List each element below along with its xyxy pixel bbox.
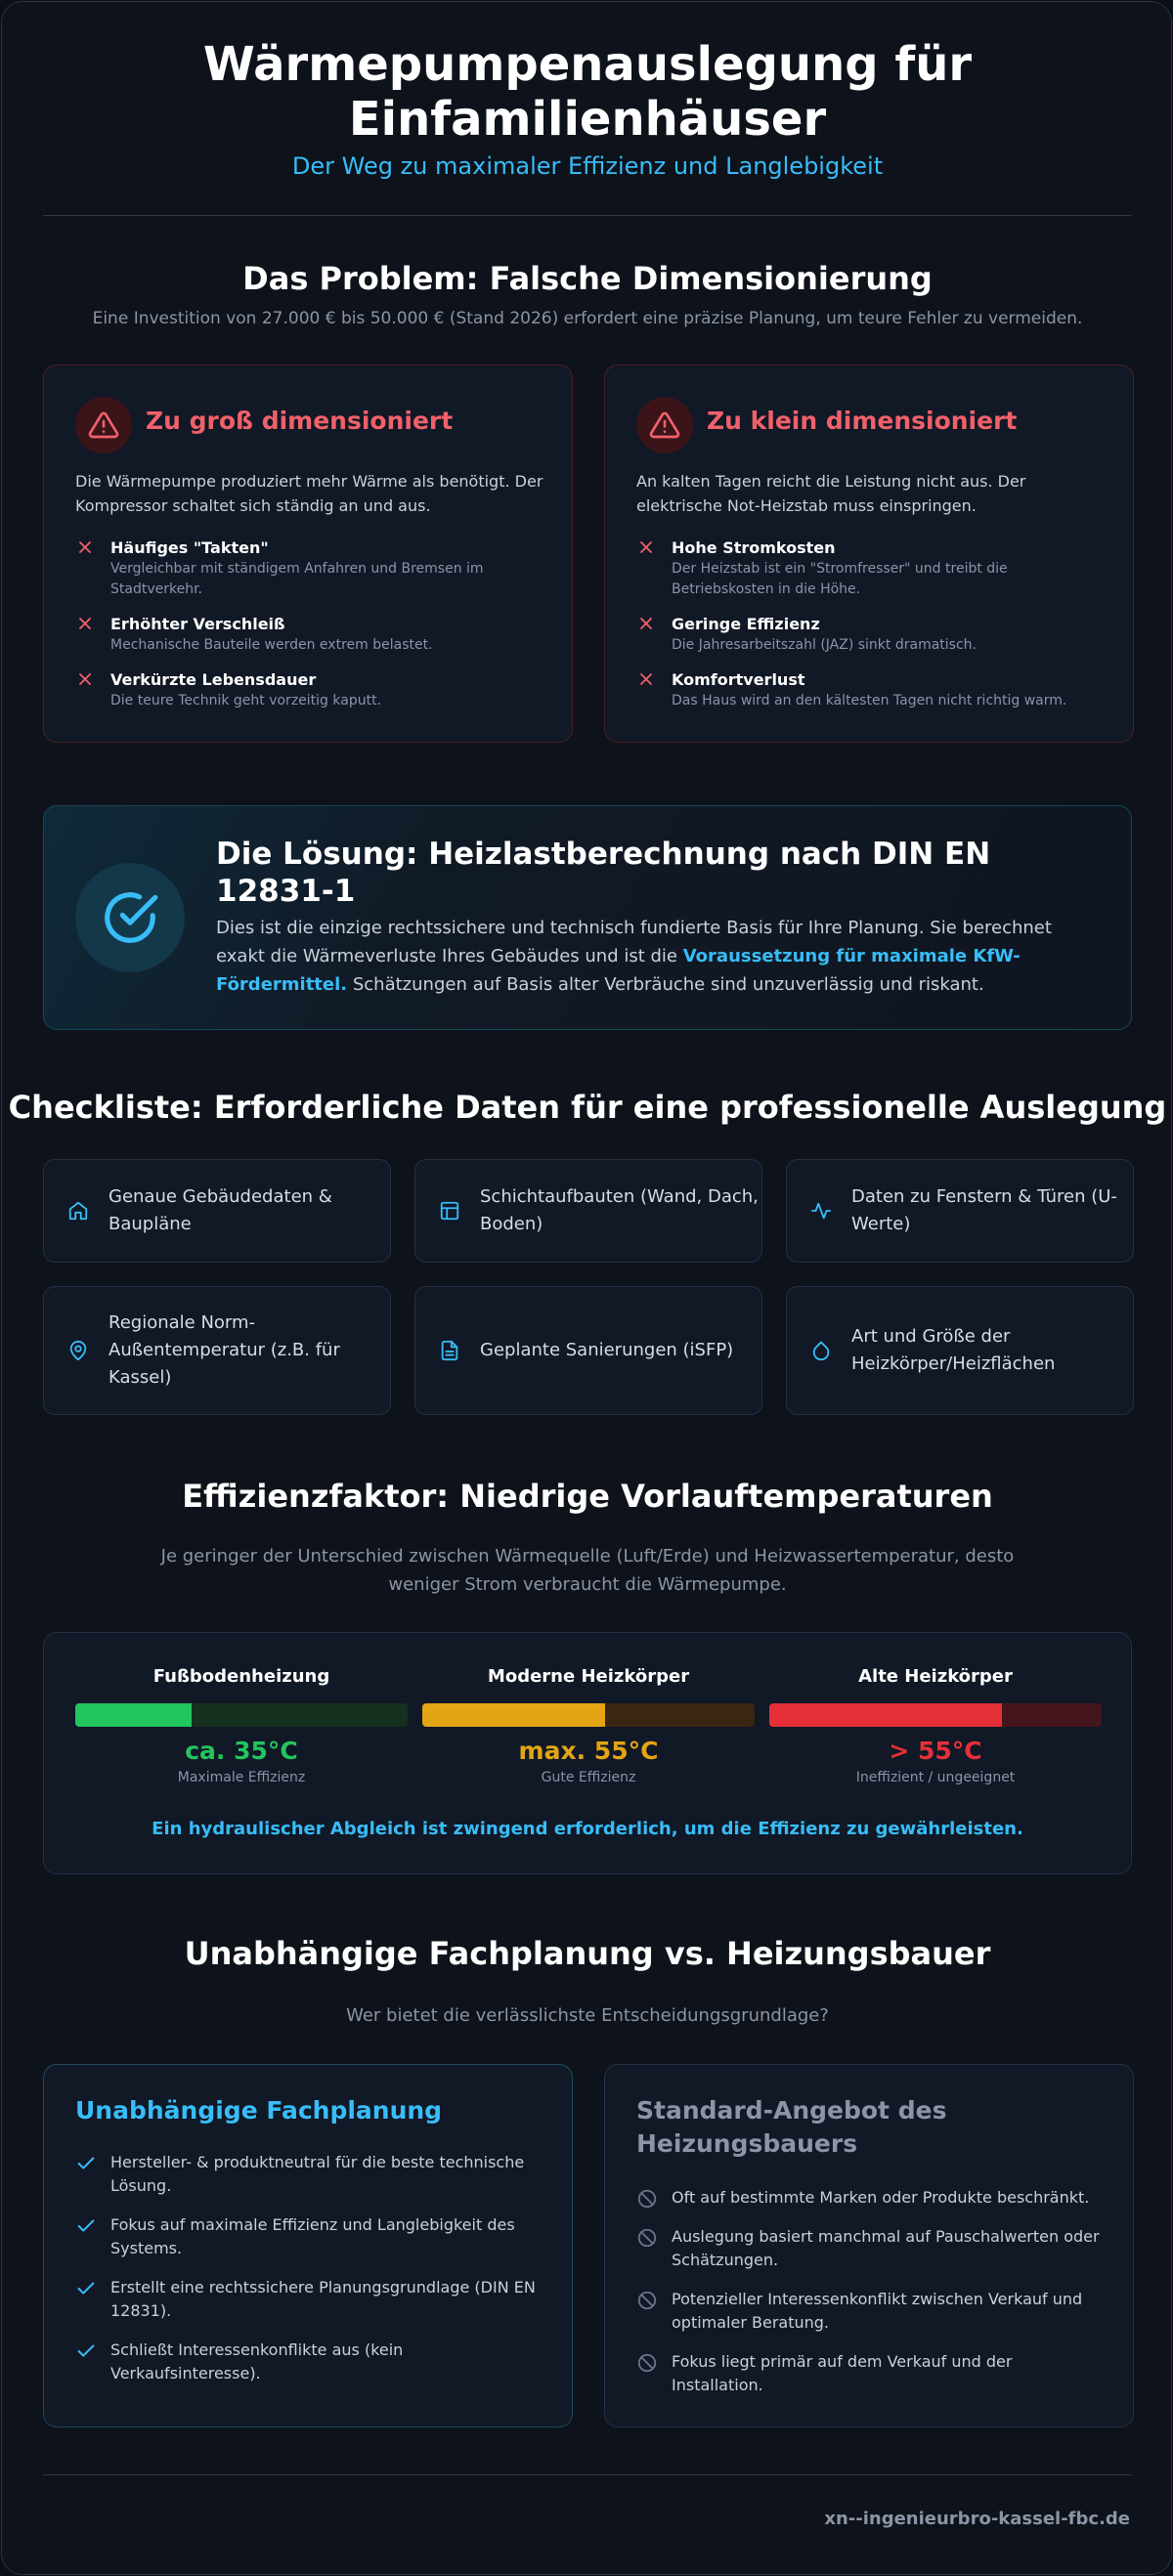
efficiency-note: Ein hydraulischer Abgleich ist zwingend erforderlich, um die Effizienz zu gewährleisten. xyxy=(152,1819,1023,1839)
bar-fill xyxy=(75,1703,192,1727)
bar-sub: Maximale Effizienz xyxy=(177,1770,306,1785)
item-title: Geringe Effizienz xyxy=(672,615,820,633)
solution-text-end: Schätzungen auf Basis alter Verbräuche sind unzuverlässig und riskant. xyxy=(347,974,984,995)
independent-planning-card xyxy=(43,2064,573,2427)
divider xyxy=(43,2474,1132,2475)
oversized-title: Zu groß dimensioniert xyxy=(146,407,454,435)
ban-icon xyxy=(636,2352,658,2374)
efficiency-heading: Effizienzfaktor: Niedrige Vorlauftemperaturen xyxy=(182,1478,993,1515)
map-pin-icon xyxy=(67,1340,89,1361)
x-icon xyxy=(75,614,95,633)
list-item xyxy=(636,614,1106,656)
undersized-desc: An kalten Tagen reicht die Leistung nicht aus. Der elektrische Not-Heizstab muss einspringen. xyxy=(636,472,1026,515)
checklist-label: Art und Größe der Heizkörper/Heizflächen xyxy=(851,1326,1056,1374)
page-title xyxy=(2,37,1172,147)
problem-heading: Das Problem: Falsche Dimensionierung xyxy=(242,260,933,297)
undersized-list xyxy=(636,537,1106,725)
bar-sub: Gute Effizienz xyxy=(541,1770,636,1785)
list-item xyxy=(636,2350,1106,2397)
efficiency-lead-line2: weniger Strom verbraucht die Wärmepumpe. xyxy=(388,1574,787,1595)
item-desc: Vergleichbar mit ständigem Anfahren und Bremsen im Stadtverkehr. xyxy=(110,561,484,597)
page-subtitle: Der Weg zu maximaler Effizienz und Langlebigkeit xyxy=(291,152,884,180)
undersized-card xyxy=(604,365,1134,743)
undersized-title: Zu klein dimensioniert xyxy=(707,407,1018,435)
list-item xyxy=(75,2339,544,2385)
x-icon xyxy=(636,537,656,557)
ban-icon xyxy=(636,2188,658,2210)
item-desc: Mechanische Bauteile werden extrem belastet. xyxy=(110,637,433,653)
item-desc: Der Heizstab ist ein "Stromfresser" und treibt die Betriebskosten in die Höhe. xyxy=(672,561,1008,597)
list-item xyxy=(75,669,544,711)
footer-domain: xn--ingenieurbro-kassel-fbc.de xyxy=(824,2509,1130,2529)
item-text: Erstellt eine rechtssichere Planungsgrundlage (DIN EN 12831). xyxy=(110,2278,536,2320)
solution-text-start: Dies ist die einzige rechtssichere und technisch fundierte Basis für Ihre Planung. Sie berechnet exakt die Wärmeverluste Ihres Gebäudes und ist die xyxy=(216,918,1052,966)
item-title: Komfortverlust xyxy=(672,670,805,689)
droplet-icon xyxy=(810,1340,832,1361)
infographic-page xyxy=(1,1,1172,2575)
item-text: Auslegung basiert manchmal auf Pauschalwerten oder Schätzungen. xyxy=(672,2227,1100,2269)
check-icon xyxy=(75,2340,97,2362)
item-desc: Das Haus wird an den kältesten Tagen nicht richtig warm. xyxy=(672,693,1067,708)
bar-track xyxy=(769,1703,1102,1727)
x-icon xyxy=(636,614,656,633)
checklist-item xyxy=(414,1286,762,1415)
ban-icon xyxy=(636,2227,658,2249)
item-text: Fokus auf maximale Effizienz und Langlebigkeit des Systems. xyxy=(110,2215,515,2257)
solution-panel xyxy=(43,805,1132,1030)
item-title: Erhöhter Verschleiß xyxy=(110,615,285,633)
list-item xyxy=(636,2225,1106,2272)
installer-offer-card xyxy=(604,2064,1134,2427)
item-desc: Die Jahresarbeitszahl (JAZ) sinkt dramatisch. xyxy=(672,637,977,653)
solution-title: Die Lösung: Heizlastberechnung nach DIN EN 12831-1 xyxy=(216,837,991,909)
bar-sub: Ineffizient / ungeeignet xyxy=(855,1770,1016,1785)
warning-icon xyxy=(636,397,693,453)
checklist-label: Schichtaufbauten (Wand, Dach, Boden) xyxy=(480,1186,759,1234)
bar-track xyxy=(422,1703,755,1727)
home-icon xyxy=(67,1200,89,1222)
oversized-desc: Die Wärmepumpe produziert mehr Wärme als benötigt. Der Kompressor schaltet sich ständig an und aus. xyxy=(75,472,543,515)
layers-icon xyxy=(439,1200,460,1222)
independent-list xyxy=(75,2151,544,2401)
page-title-line2: Einfamilienhäuser xyxy=(348,92,827,147)
bar-track xyxy=(75,1703,408,1727)
oversized-list xyxy=(75,537,544,725)
comparison-heading: Unabhängige Fachplanung vs. Heizungsbauer xyxy=(184,1935,991,1972)
checklist-item xyxy=(786,1286,1134,1415)
page-title-line1: Wärmepumpenauslegung für xyxy=(202,37,973,92)
document-icon xyxy=(439,1340,460,1361)
ban-icon xyxy=(636,2290,658,2311)
item-desc: Die teure Technik geht vorzeitig kaputt. xyxy=(110,693,382,708)
checklist-label: Geplante Sanierungen (iSFP) xyxy=(480,1340,734,1360)
item-title: Verkürzte Lebensdauer xyxy=(110,670,317,689)
item-text: Hersteller- & produktneutral für die beste technische Lösung. xyxy=(110,2153,525,2195)
installer-title: Standard-Angebot des Heizungsbauers xyxy=(636,2096,947,2158)
checklist-item xyxy=(43,1286,391,1415)
checklist-label: Regionale Norm-Außentemperatur (z.B. für Kassel) xyxy=(109,1312,340,1388)
pulse-icon xyxy=(810,1200,832,1222)
bar-fill xyxy=(422,1703,605,1727)
x-icon xyxy=(636,669,656,689)
bar-value: > 55°C xyxy=(889,1737,982,1765)
item-text: Fokus liegt primär auf dem Verkauf und der Installation. xyxy=(672,2352,1013,2394)
check-circle-icon xyxy=(75,863,185,972)
check-icon xyxy=(75,2278,97,2299)
solution-highlight: Voraussetzung für maximale KfW-Fördermittel. xyxy=(216,946,1021,995)
checklist-item xyxy=(414,1159,762,1263)
problem-lead: Eine Investition von 27.000 € bis 50.000 € (Stand 2026) erfordert eine präzise Planung, um teure Fehler zu vermeiden. xyxy=(92,309,1083,328)
list-item xyxy=(636,669,1106,711)
x-icon xyxy=(75,669,95,689)
list-item xyxy=(75,614,544,656)
checklist-label: Daten zu Fenstern & Türen (U-Werte) xyxy=(851,1186,1117,1234)
list-item xyxy=(636,2288,1106,2335)
bar-fill xyxy=(769,1703,1002,1727)
checklist-item xyxy=(786,1159,1134,1263)
list-item xyxy=(75,2276,544,2323)
divider xyxy=(43,215,1132,216)
checklist-label: Genaue Gebäudedaten & Baupläne xyxy=(109,1186,332,1234)
item-text: Oft auf bestimmte Marken oder Produkte beschränkt. xyxy=(672,2188,1090,2207)
list-item xyxy=(75,537,544,600)
bar-label: Alte Heizkörper xyxy=(858,1666,1013,1687)
item-title: Hohe Stromkosten xyxy=(672,538,836,557)
comparison-lead: Wer bietet die verlässlichste Entscheidungsgrundlage? xyxy=(346,2005,829,2026)
oversized-card xyxy=(43,365,573,743)
check-icon xyxy=(75,2215,97,2237)
efficiency-lead xyxy=(2,1542,1172,1599)
efficiency-lead-line1: Je geringer der Unterschied zwischen Wärmequelle (Luft/Erde) und Heizwassertemperatur, desto xyxy=(160,1546,1015,1567)
item-text: Schließt Interessenkonflikte aus (kein Verkaufsinteresse). xyxy=(110,2340,404,2383)
list-item xyxy=(636,2186,1106,2210)
bar-value: max. 55°C xyxy=(518,1737,659,1765)
efficiency-panel xyxy=(43,1632,1132,1874)
item-text: Potenzieller Interessenkonflikt zwischen Verkauf und optimaler Beratung. xyxy=(672,2290,1083,2332)
item-title: Häufiges "Takten" xyxy=(110,538,269,557)
check-icon xyxy=(75,2153,97,2174)
list-item xyxy=(636,537,1106,600)
bar-label: Moderne Heizkörper xyxy=(487,1666,690,1687)
solution-text xyxy=(216,914,1076,999)
independent-title: Unabhängige Fachplanung xyxy=(75,2096,443,2125)
warning-icon xyxy=(75,397,132,453)
list-item xyxy=(75,2213,544,2260)
list-item xyxy=(75,2151,544,2198)
checklist-item xyxy=(43,1159,391,1263)
bar-label: Fußbodenheizung xyxy=(152,1666,330,1687)
bar-value: ca. 35°C xyxy=(185,1737,298,1765)
x-icon xyxy=(75,537,95,557)
installer-list xyxy=(636,2186,1106,2413)
checklist-heading: Checkliste: Erforderliche Daten für eine professionelle Auslegung xyxy=(8,1089,1167,1126)
